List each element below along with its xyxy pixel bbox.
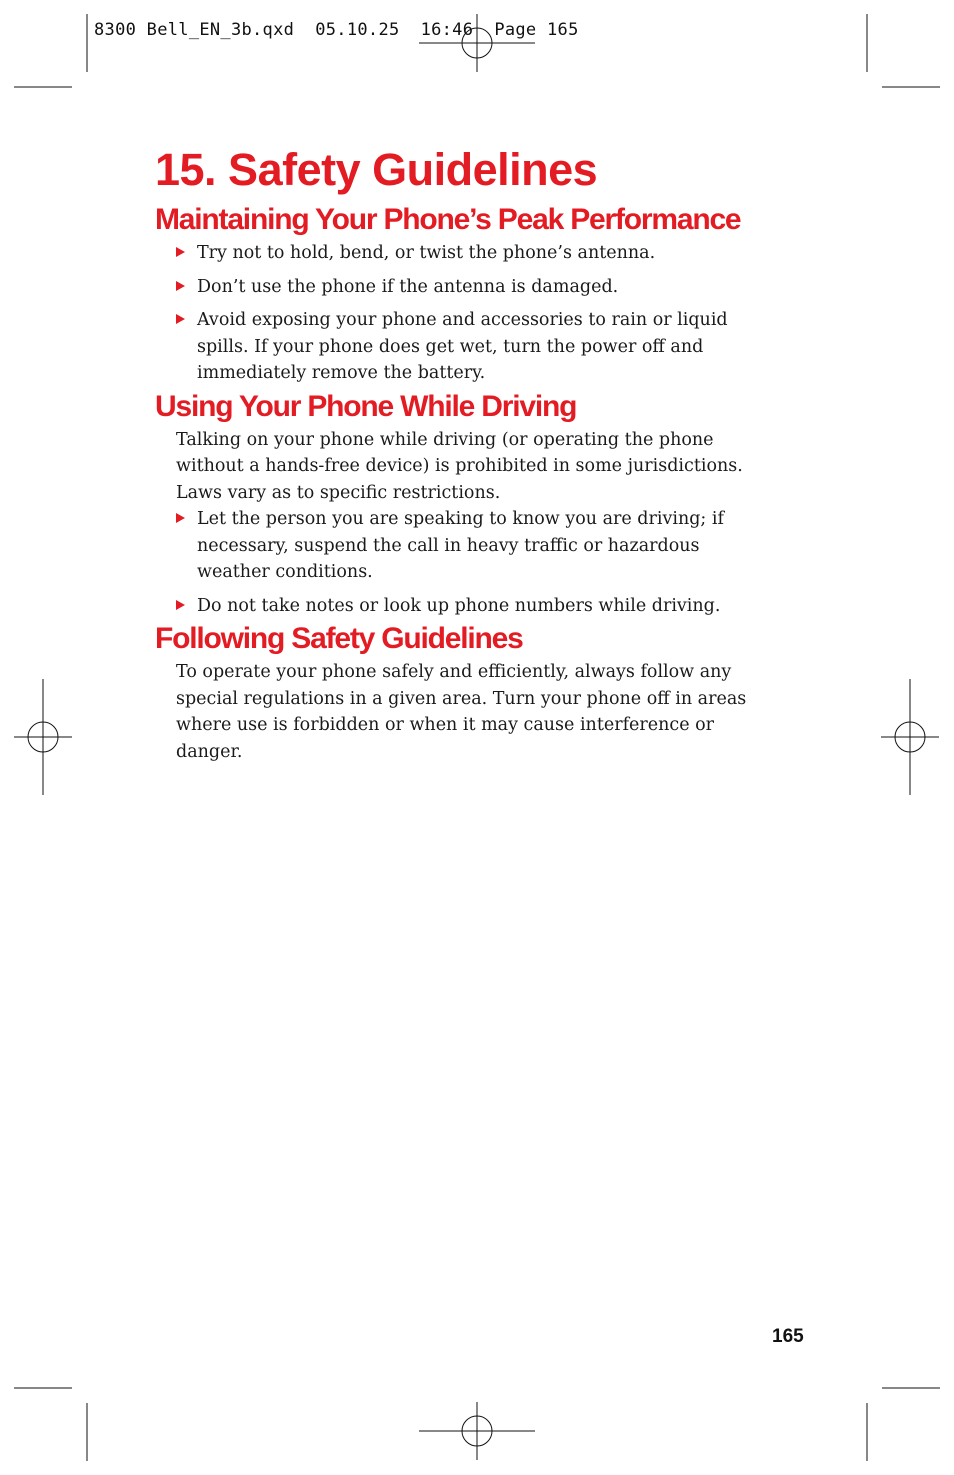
print-slug: 8300 Bell_EN_3b.qxd 05.10.25 16:46 Page 165 <box>94 20 579 40</box>
list-item <box>197 240 775 267</box>
page-number: 165 <box>772 1326 804 1347</box>
section-title-safety-guidelines: Following Safety Guidelines <box>155 622 523 655</box>
list-item-text: Avoid exposing your phone and accessories to rain or liquid spills. If your phone does get wet, turn the power off and immediately remove the battery. <box>197 310 728 383</box>
bullet-list-driving <box>155 506 775 619</box>
list-item-text: Try not to hold, bend, or twist the phone’s antenna. <box>197 243 656 263</box>
list-item-text: Let the person you are speaking to know you are driving; if necessary, suspend the call in heavy traffic or hazardous weather conditions. <box>197 509 724 582</box>
bullet-list-peak-performance <box>155 240 775 387</box>
list-item <box>197 506 775 586</box>
chapter-title: 15. Safety Guidelines <box>155 144 598 195</box>
bullet-arrow-icon <box>176 281 185 291</box>
section-title-driving: Using Your Phone While Driving <box>155 389 577 423</box>
bullet-arrow-icon <box>176 314 185 324</box>
list-item-text: Do not take notes or look up phone numbers while driving. <box>197 595 721 616</box>
paragraph-safety-guidelines: To operate your phone safely and efficiently, always follow any special regulations in a given area. Turn your phone off in areas where use is forbidden or when it may cause interference or danger. <box>176 662 747 762</box>
list-item <box>197 307 775 387</box>
registration-mark-right <box>881 679 939 795</box>
page-content <box>155 140 775 765</box>
section-title-peak-performance: Maintaining Your Phone’s Peak Performance <box>155 203 741 236</box>
registration-mark-bottom <box>419 1402 535 1460</box>
bullet-arrow-icon <box>176 247 185 257</box>
list-item-text: Don’t use the phone if the antenna is damaged. <box>197 276 619 297</box>
bullet-arrow-icon <box>176 600 185 610</box>
registration-mark-left <box>14 679 72 795</box>
bullet-arrow-icon <box>176 513 185 523</box>
list-item <box>197 593 775 620</box>
list-item <box>197 274 775 301</box>
paragraph-driving: Talking on your phone while driving (or operating the phone without a hands-free device) is prohibited in some jurisdictions. Laws vary as to specific restrictions. <box>176 429 743 503</box>
